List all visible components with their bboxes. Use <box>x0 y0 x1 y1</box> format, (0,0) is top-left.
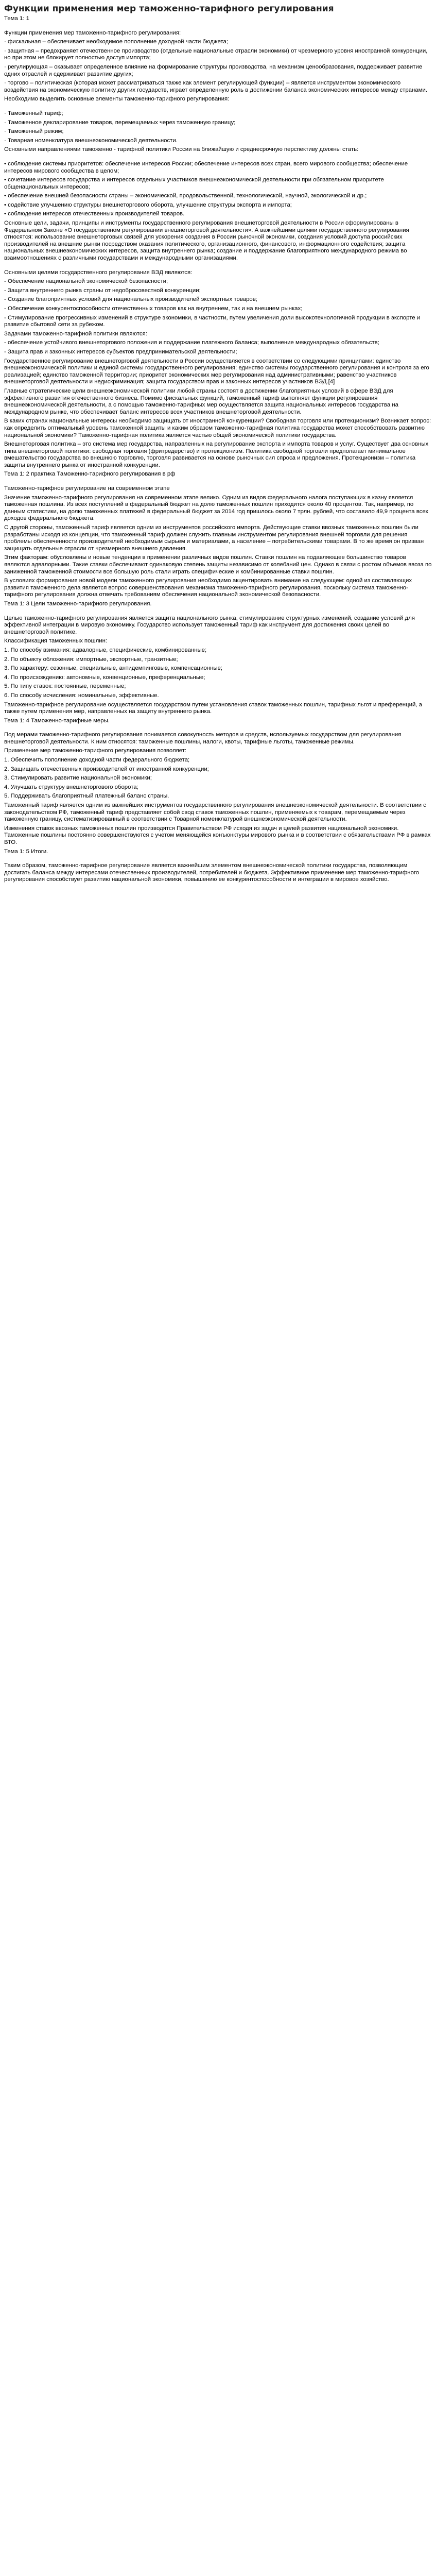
paragraph: Внешнеторговая политика – это система мер государства, направленных на регулирование экспорта и импорта товаров и услуг. Существует два основных типа внешнеторговой политики: свободная торговля (фритредерство) и протекционизм. Политика свободной торговли предполагает минимальное вмешательство государства во внешнюю торговлю, торговля развивается на основе рыночных сил спроса и предложения. Протекционизм – политика защиты внутреннего рынка от иностранной конкуренции. <box>4 441 430 468</box>
paragraph: 1. Обеспечить пополнение доходной части федерального бюджета; <box>4 757 190 764</box>
paragraph: - Обеспечение национальной экономической безопасности; <box>4 278 168 285</box>
paragraph: Основными целями государственного регулирования ВЭД являются: <box>4 269 193 276</box>
paragraph: · Таможенный режим; <box>4 128 64 135</box>
paragraph: Этим факторам: обусловлены и новые тенденции в применении различных видов пошлин. Ставки пошлин на подавляющее большинство товаров являются адвалорными. Такие ставки обеспечивают одинаковую степень защиты независимо от колебаний цен. Однако в связи с ростом объемов ввоза по заниженной таможенной стоимости все большую роль стали играть специфические и комбинированные ставки пошлин. <box>4 554 433 575</box>
paragraph: · Товарная номенклатура внешнеэкономической деятельности. <box>4 137 178 144</box>
paragraph: - Защита прав и законных интересов субъектов предпринимательской деятельности; <box>4 348 237 355</box>
paragraph: · регулирующая – оказывает определенное влияние на формирование структуры производства, на механизм ценообразования, поддерживает развитие одних отраслей и сдерживает развитие других; <box>4 63 424 77</box>
paragraph: · торгово – политическая (которая может рассматриваться также как элемент регулирующей функции) – является инструментом экономического воздействия на экономическую политику других государств, играет определенную роль в достижении баланса экономических интересов между странами. <box>4 80 428 93</box>
paragraph: Таможенный тариф является одним из важнейших инструментов государственного регулирования внешнеэкономической деятельности. В соответствии с законодательством РФ, таможенный тариф представляет собой свод ставок таможенных пошлин, применяемых к товарам, перемещаемым через таможенную границу, систематизированный в соответствии с Товарной номенклатурой внешнеэкономической деятельности. <box>4 802 428 823</box>
paragraph: • содействие улучшению структуры внешнеторгового оборота, улучшение структуры экспорта и импорта; <box>4 201 292 208</box>
paragraph: Таможенно-тарифное регулирование осуществляется государством путем установления ставок таможенных пошлин, тарифных льгот и преференций, а также путем применения мер, направленных на защиту внутреннего рынка. <box>4 701 424 715</box>
paragraph: Целью таможенно-тарифного регулирования является защита национального рынка, стимулирование структурных изменений, создание условий для эффективной интеграции в мировую экономику. Государство использует таможенный тариф как инструмент для достижения своих целей во внешнеторговой политике. <box>4 615 417 635</box>
paragraph: 5. По типу ставок: постоянные, переменные; <box>4 683 126 690</box>
paragraph: - обеспечение устойчивого внешнеторгового положения и поддержание платежного баланса; выполнение международных обязательств; <box>4 340 379 346</box>
paragraph: 1. По способу взимания: адвалорные, специфические, комбинированные; <box>4 647 207 653</box>
paragraph: Необходимо выделить основные элементы таможенно-тарифного регулирования: <box>4 96 230 103</box>
paragraph: Таможенно-тарифное регулирование на современном этапе <box>4 485 170 492</box>
paragraph: 2. Защищать отечественных производителей от иностранной конкуренции; <box>4 766 209 772</box>
paragraph: 3. По характеру: сезонные, специальные, антидемпинговые, компенсационные; <box>4 665 223 672</box>
paragraph: 5. Поддерживать благоприятный платежный баланс страны. <box>4 793 169 800</box>
paragraph: • соблюдение интересов отечественных производителей товаров. <box>4 211 185 217</box>
paragraph: 4. Улучшать структуру внешнеторгового оборота; <box>4 784 138 790</box>
paragraph: 6. По способу исчисления: номинальные, эффективные. <box>4 692 159 699</box>
paragraph: Функции применения мер таможенно-тарифного регулирования: <box>4 29 181 36</box>
paragraph: · защитная – предохраняет отечественное производство (отдельные национальные отрасли экономики) от чрезмерного уровня иностранной конкуренции, но при этом не блокирует полностью доступ импорта; <box>4 47 429 61</box>
paragraph: • обеспечение внешней безопасности страны – экономической, продовольственной, технологической, научной, экологической и др.; <box>4 193 367 199</box>
paragraph: В каких странах национальные интересы необходимо защищать от иностранной конкуренции? Свободная торговля или протекционизм? Возникает вопрос: как определить оптимальный уровень таможенной защиты и каким образом таможенно-тарифная политика государства может способствовать развитию национальной экономики? Таможенно-тарифная политика является частью общей экономической политики государства. <box>4 418 433 438</box>
paragraph: - Обеспечение конкурентоспособности отечественных товаров как на внутреннем, так и на внешнем рынках; <box>4 306 303 312</box>
document-body <box>4 15 432 884</box>
paragraph: Таким образом, таможенно-тарифное регулирование является важнейшим элементом внешнеэкономической политики государства, позволяющим достигать баланса между интересами отечественных производителей, потребителей и бюджета. Эффективное применение мер таможенно-тарифного регулирования способствует развитию национальной экономики, повышению ее конкурентоспособности и интеграции в мировое хозяйство. <box>4 862 421 883</box>
paragraph: 4. По происхождению: автономные, конвенционные, преференциальные; <box>4 674 205 681</box>
paragraph: Применение мер таможенно-тарифного регулирования позволяет: <box>4 748 187 754</box>
paragraph: Тема 1: 2 практика Таможенно-тарифного регулирования в рф <box>4 471 176 478</box>
paragraph: Задачами таможенно-тарифной политики являются: <box>4 330 147 337</box>
paragraph: • соблюдение системы приоритетов: обеспечение интересов России; обеспечение интересов всех стран, всего мирового сообщества; обеспечение интересов мирового сообщества в целом; <box>4 160 410 174</box>
paragraph: В условиях формирования новой модели таможенного регулирования необходимо акцентировать внимание на следующем: одной из составляющих развития таможенного дела является вопрос совершенствования механизма таможенно-тарифного регулирования, поскольку система таможенно-тарифного регулирования должна отвечать требованиям обеспечения национальной экономической безопасности. <box>4 578 414 598</box>
paragraph: Классификация таможенных пошлин: <box>4 638 108 645</box>
paragraph: Государственное регулирование внешнеторговой деятельности в России осуществляется в соответствии со следующими принципами: единство внешнеэкономической политики и единой системы государственного регулирования; единство системы государственного регулирования и контроля за его реализацией; единство таможенной территории; приоритет экономических мер регулирования над административными; равенство участников внешнеторговой деятельности и недискриминация; защита государством прав и законных интересов участников ВЭД.[4] <box>4 358 431 385</box>
paragraph: Изменения ставок ввозных таможенных пошлин производятся Правительством РФ исходя из задач и целей развития национальной экономики. Таможенные пошлины постоянно совершенствуются с учетом меняющейся конъюнктуры мирового рынка и в соответствии с обязательствами РФ в рамках ВТО. <box>4 825 432 845</box>
paragraph: - Создание благоприятных условий для национальных производителей экспортных товаров; <box>4 296 257 303</box>
paragraph: Основные цели, задачи, принципы и инструменты государственного регулирования внешнеторговой деятельности в России сформулированы в Федеральном Законе «О государственном регулировании внешнеторговой деятельности». А важнейшими целями государственного регулирования относятся: использование внешнеторговых связей для ускорения создания в России рыночной экономики, создания условий доступа российских производителей на внешние рынки посредством оказания политического, организационного, финансового, информационного содействия; защита национальных внешнеэкономических интересов, защита внутреннего рынка; создание и поддержание благоприятного международного режима во взаимоотношениях с различными государствами и международными организациями. <box>4 220 411 262</box>
paragraph: - Стимулирование прогрессивных изменений в структуре экономики, в частности, путем увеличения доли высокотехнологичной продукции в экспорте и развитие сбытовой сети за рубежом. <box>4 314 422 328</box>
paragraph: Под мерами таможенно-тарифного регулирования понимается совокупность методов и средств, используемых государством для регулирования внешнеторговой деятельности. К ним относятся: таможенные пошлины, налоги, квоты, тарифные льготы, таможенные режимы. <box>4 732 403 745</box>
paragraph: С другой стороны, таможенный тариф является одним из инструментов российского импорта. Действующие ставки ввозных таможенных пошлин были разработаны исходя из концепции, что таможенный тариф должен служить главным инструментом регулирования внешней торговли для решения проблемы обеспеченности производителей необходимым сырьем и материалами, а население – потребительскими товарами. В то же время он призван защищать отдельные отрасли от чрезмерного внешнего давления. <box>4 524 426 552</box>
paragraph: Тема 1: 5 Итоги. <box>4 848 48 855</box>
paragraph: · Таможенный тариф; <box>4 110 63 116</box>
paragraph: 3. Стимулировать развитие национальной экономики; <box>4 775 152 782</box>
paragraph: - Защита внутреннего рынка страны от недобросовестной конкуренции; <box>4 287 201 294</box>
paragraph: Тема 1: 3 Цели таможенно-тарифного регулирования. <box>4 600 152 607</box>
paragraph: · фискальная – обеспечивает необходимое пополнение доходной части бюджета; <box>4 39 229 45</box>
paragraph: Значение таможенно-тарифного регулирования на современном этапе велико. Одним из видов федерального налога поступающих в казну является таможенная пошлина. Из всех поступлений в федеральный бюджет на долю таможенных пошлин приходится около 40 процентов. Так, например, по данным статистики, на долю таможенных платежей в федеральный бюджет за 2014 год пришлось около 7 трлн. рублей, что составило 49,9 процента всех доходов федерального бюджета. <box>4 494 430 522</box>
paragraph: 2. По объекту обложения: импортные, экспортные, транзитные; <box>4 656 178 663</box>
paragraph: Главные стратегические цели внешнеэкономической политики любой страны состоят в достижении благоприятных условий в сфере ВЭД для эффективного развития отечественного бизнеса. Помимо фискальных функций, таможенный тариф выполняет функции регулирования внешнеэкономической деятельности, а с помощью таможенно-тарифных мер осуществляется защита национальных интересов государства на международном рынке, что обеспечивает баланс интересов всех участников внешнеторговой деятельности. <box>4 387 400 415</box>
page-title: Функции применения мер таможенно-тарифного регулирования <box>4 4 334 14</box>
paragraph: • сочетание интересов государства и интересов отдельных участников внешнеэкономической деятельности при обязательном приоритете общенациональных интересов; <box>4 177 386 190</box>
paragraph: · Таможенное декларирование товаров, перемещаемых через таможенную границу; <box>4 119 236 126</box>
paragraph: Тема 1: 4 Таможенно-тарифные меры. <box>4 717 110 724</box>
paragraph: Тема 1: 1 <box>4 15 29 22</box>
paragraph: Основными направлениями таможенно - тарифной политики России на ближайшую и среднесрочную перспективу должны стать: <box>4 146 359 153</box>
document-page <box>0 0 436 884</box>
